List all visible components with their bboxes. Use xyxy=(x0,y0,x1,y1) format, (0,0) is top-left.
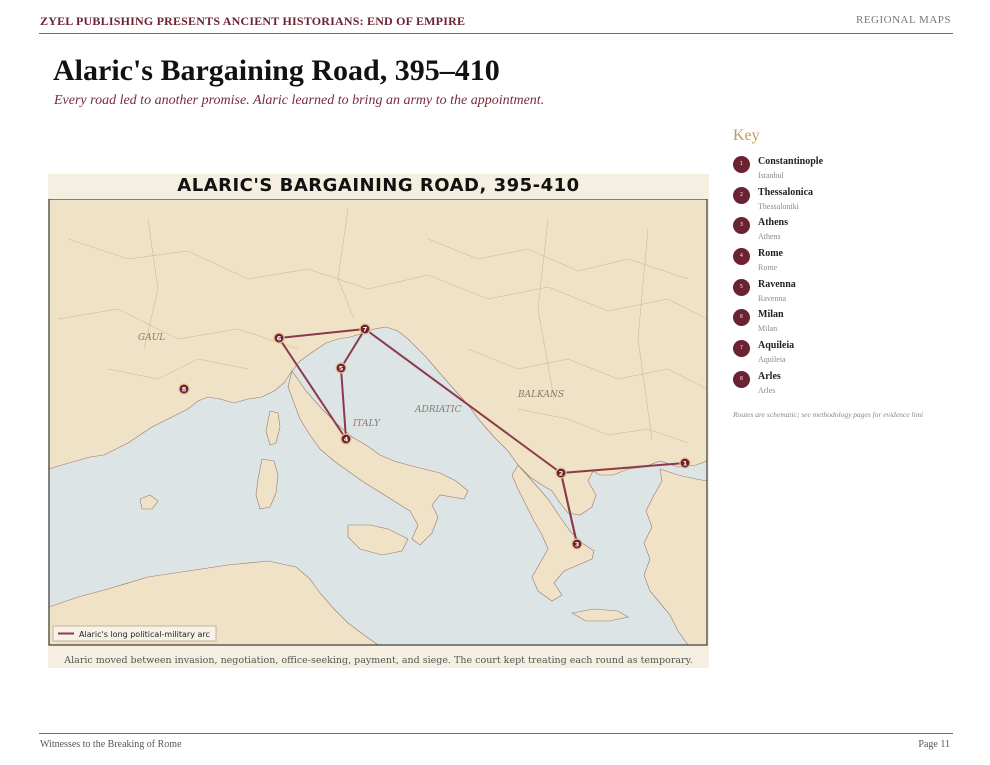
key-item xyxy=(733,216,953,247)
key-place-name: Rome xyxy=(758,248,783,260)
place-marker-number: 2 xyxy=(558,469,564,478)
publisher-line: ZYEL PUBLISHING PRESENTS ANCIENT HISTORIANS: END OF EMPIRE xyxy=(40,14,466,28)
map-figure xyxy=(48,174,709,668)
key-item xyxy=(733,370,953,401)
place-marker xyxy=(556,468,566,478)
place-marker-number: 3 xyxy=(574,540,580,549)
running-footer xyxy=(39,733,953,750)
key-item xyxy=(733,308,953,339)
place-marker xyxy=(179,384,189,394)
key-modern-name: Rome xyxy=(758,263,778,273)
key-place-name: Thessalonica xyxy=(758,186,814,198)
running-header xyxy=(39,14,953,34)
key-marker: 5 xyxy=(733,279,750,296)
page-title: Alaric's Bargaining Road, 395–410 xyxy=(53,54,500,87)
key-item xyxy=(733,339,953,370)
place-marker-number: 4 xyxy=(343,435,349,444)
key-modern-name: Athens xyxy=(758,232,781,242)
place-marker-number: 7 xyxy=(362,325,368,334)
place-marker xyxy=(572,539,582,549)
key-marker: 4 xyxy=(733,248,750,265)
region-label-italy: ITALY xyxy=(353,419,380,429)
page-subtitle: Every road led to another promise. Alaric learned to bring an army to the appointment. xyxy=(54,93,545,108)
key-place-name: Arles xyxy=(758,370,781,382)
key-marker: 2 xyxy=(733,187,750,204)
place-marker-number: 5 xyxy=(338,364,344,373)
key-item xyxy=(733,186,953,217)
key-modern-name: Milan xyxy=(758,324,778,334)
region-label-adriatic: ADRIATIC xyxy=(415,405,462,415)
key-modern-name: Aquileia xyxy=(758,355,786,365)
place-marker xyxy=(360,324,370,334)
key-place-name: Aquileia xyxy=(758,340,795,352)
key-place-name: Athens xyxy=(758,217,789,229)
key-place-name: Milan xyxy=(758,309,784,321)
map-caption: Alaric moved between invasion, negotiation, office-seeking, payment, and siege. The court kept treating each round as temporary. xyxy=(64,655,693,666)
page-number: Page 11 xyxy=(918,739,950,750)
place-marker-number: 8 xyxy=(181,385,187,394)
place-marker-number: 1 xyxy=(682,459,688,468)
key-place-name: Ravenna xyxy=(758,278,796,290)
key-marker: 8 xyxy=(733,371,750,388)
section-label: REGIONAL MAPS xyxy=(855,14,951,26)
place-marker-number: 6 xyxy=(276,334,282,343)
key-item xyxy=(733,247,953,278)
region-label-gaul: GAUL xyxy=(138,333,166,343)
map-canvas xyxy=(48,199,709,646)
key-marker: 3 xyxy=(733,217,750,234)
map-legend xyxy=(53,626,216,641)
key-place-name: Constantinople xyxy=(758,156,824,167)
legend-label: Alaric's long political-military arc xyxy=(79,630,210,639)
key-marker: 1 xyxy=(733,156,750,173)
place-marker xyxy=(680,458,690,468)
key-item xyxy=(733,155,953,186)
key-modern-name: Arles xyxy=(758,385,776,395)
map-title: ALARIC'S BARGAINING ROAD, 395-410 xyxy=(177,175,580,196)
key-modern-name: Istanbul xyxy=(758,171,784,180)
key-item xyxy=(733,278,953,309)
key-marker: 6 xyxy=(733,309,750,326)
key-title: Key xyxy=(733,127,760,144)
key-marker: 7 xyxy=(733,340,750,357)
book-title: Witnesses to the Breaking of Rome xyxy=(40,739,182,750)
place-marker xyxy=(341,434,351,444)
key-note: Routes are schematic; see methodology pages for evidence limi xyxy=(733,410,924,419)
key-modern-name: Ravenna xyxy=(758,293,786,303)
region-label-balkans: BALKANS xyxy=(518,390,564,400)
place-marker xyxy=(274,333,284,343)
key-modern-name: Thessaloniki xyxy=(758,201,799,211)
key-list xyxy=(733,155,953,401)
place-marker xyxy=(336,363,346,373)
